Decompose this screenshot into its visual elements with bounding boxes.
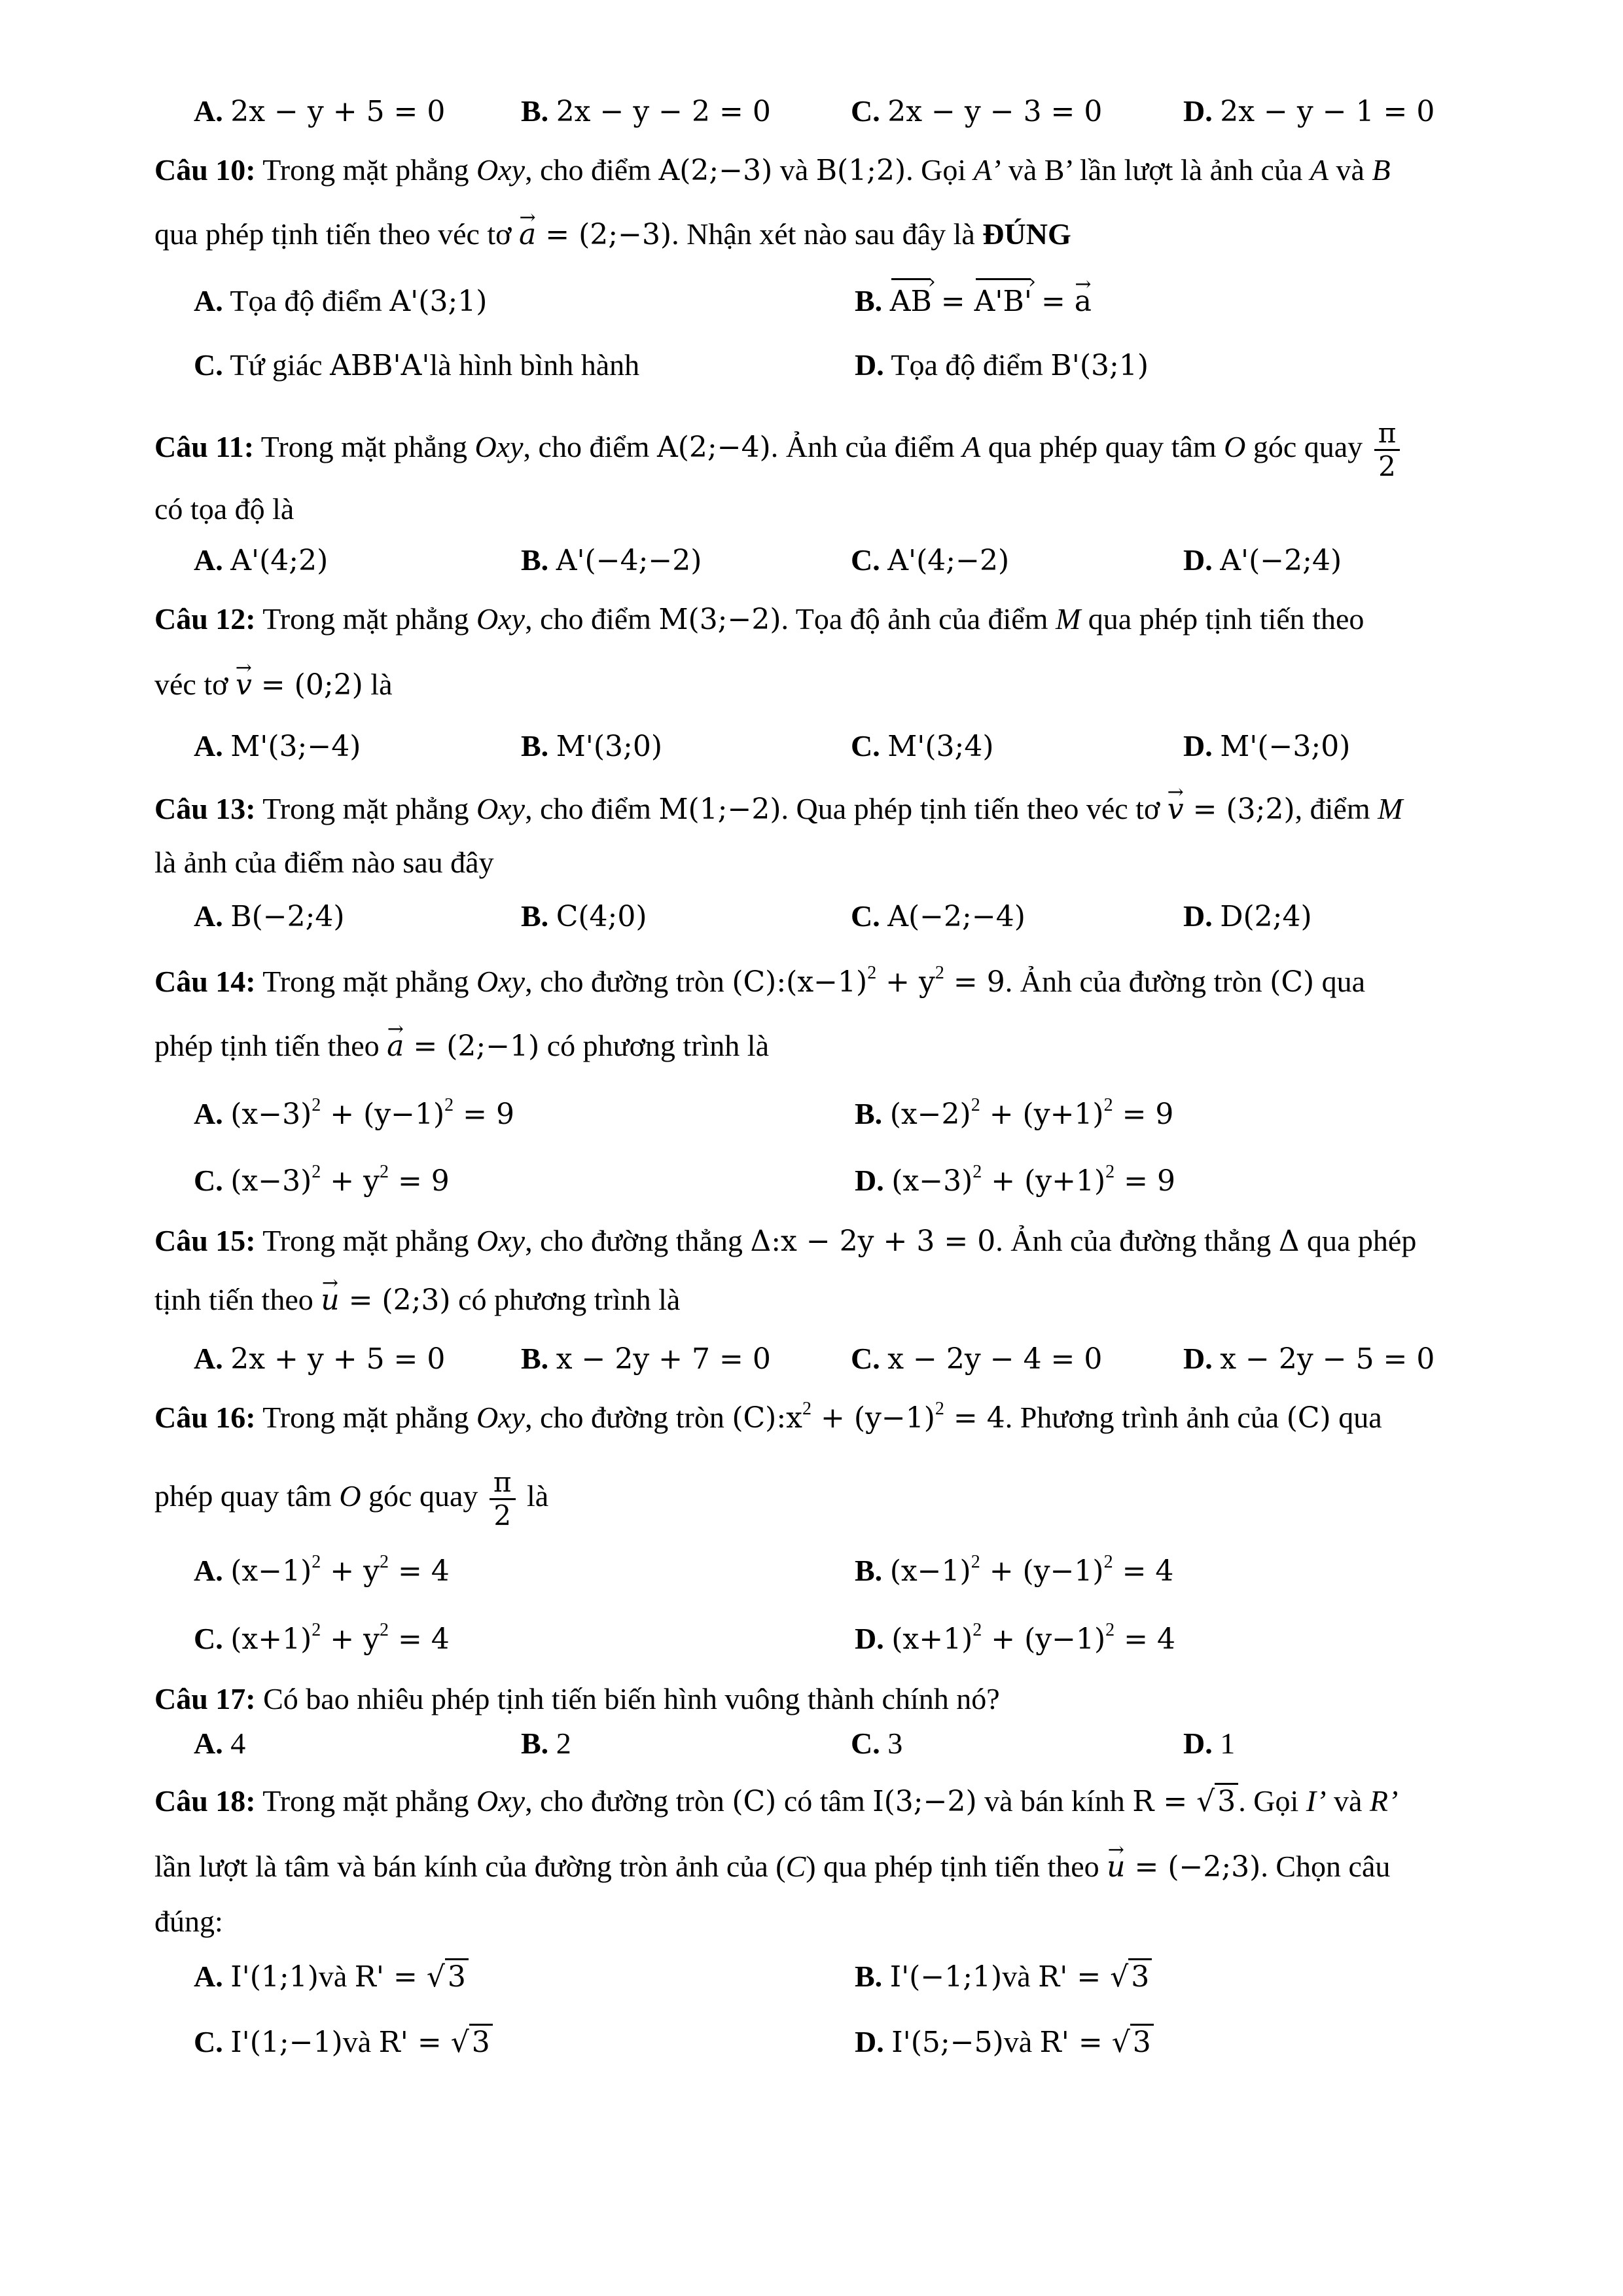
question-label: Câu 13:	[154, 792, 256, 825]
q16-option-c: C. $(x+1)^2 + y^2 = 4$	[194, 1620, 450, 1656]
q9-option-a: A. 2x − y + 5 = 0	[194, 94, 446, 128]
q10-stem-line2: qua phép tịnh tiến theo véc tơ → a = (2;−3). Nhận xét nào sau đây là ĐÚNG	[154, 215, 1071, 255]
q17-option-b: B. 2	[521, 1727, 571, 1760]
question-label: Câu 10:	[154, 153, 256, 187]
q10-stem-line1: Câu 10: Trong mặt phẳng Oxy, cho điểm A(2;−3) và B(1;2). Gọi A’ và B’ lần lượt là ảnh của A và B	[154, 153, 1391, 187]
q11-option-d: D. A'(−2;4)	[1183, 543, 1342, 577]
q13-option-c: C. A(−2;−4)	[851, 899, 1026, 933]
question-label: Câu 11:	[154, 430, 255, 464]
q15-option-a: A. 2x + y + 5 = 0	[194, 1342, 446, 1376]
q12-option-b: B. M'(3;0)	[521, 729, 662, 763]
q18-option-d: D. I'(5;−5)và R' = √3	[855, 2022, 1154, 2062]
q18-stem-line2: lần lượt là tâm và bán kính của đường tròn ảnh của (C) qua phép tịnh tiến theo → u = (−2;3). Chọn câu	[154, 1847, 1390, 1887]
q11-stem-line1: Câu 11: Trong mặt phẳng Oxy, cho điểm A(2;−4). Ảnh của điểm A qua phép quay tâm O góc quay $\frac{\pi}{2}$	[154, 418, 1404, 476]
q16-option-b: B. $(x-1)^2 + (y-1)^2 = 4$	[855, 1552, 1174, 1588]
q17-option-d: D. 1	[1183, 1727, 1236, 1760]
q16-option-a: A. $(x-1)^2 + y^2 = 4$	[194, 1552, 450, 1588]
q13-stem-line1: Câu 13: Trong mặt phẳng Oxy, cho điểm M(1;−2). Qua phép tịnh tiến theo véc tơ → v = (3;2), điểm M	[154, 789, 1402, 829]
q17-option-c: C. 3	[851, 1727, 903, 1760]
question-label: Câu 16:	[154, 1401, 256, 1434]
q13-stem-line2: là ảnh của điểm nào sau đây	[154, 846, 494, 879]
question-label: Câu 15:	[154, 1224, 256, 1257]
q18-option-b: B. I'(−1;1)và R' = √3	[855, 1957, 1152, 1997]
q10-option-a: A. Tọa độ điểm A'(3;1)	[194, 284, 488, 318]
q10-option-d: D. Tọa độ điểm B'(3;1)	[855, 348, 1149, 382]
question-label: Câu 14:	[154, 965, 256, 998]
q9-option-c: C. 2x − y − 3 = 0	[851, 94, 1103, 128]
q9-option-d: D. 2x − y − 1 = 0	[1183, 94, 1435, 128]
q13-option-d: D. D(2;4)	[1183, 899, 1312, 933]
q10-option-b: B. AB › = A'B' › = → a	[855, 281, 1092, 321]
q17-option-a: A. 4	[194, 1727, 246, 1760]
q15-option-d: D. x − 2y − 5 = 0	[1183, 1342, 1435, 1376]
q14-option-b: B. $(x-2)^2 + (y+1)^2 = 9$	[855, 1095, 1174, 1131]
q14-option-d: D. $(x-3)^2 + (y+1)^2 = 9$	[855, 1162, 1175, 1198]
q12-option-c: C. M'(3;4)	[851, 729, 994, 763]
q15-option-c: C. x − 2y − 4 = 0	[851, 1342, 1103, 1376]
q15-option-b: B. x − 2y + 7 = 0	[521, 1342, 771, 1376]
q11-option-c: C. A'(4;−2)	[851, 543, 1010, 577]
q18-option-a: A. I'(1;1)và R' = √3	[194, 1957, 469, 1997]
fraction-pi-over-2: $\frac{\pi}{2}$	[490, 1467, 516, 1532]
q15-stem-line1: Câu 15: Trong mặt phẳng Oxy, cho đường thẳng Δ:x − 2y + 3 = 0. Ảnh của đường thẳng Δ qua phép	[154, 1224, 1417, 1258]
question-label: Câu 12:	[154, 602, 256, 636]
q18-stem-line3: đúng:	[154, 1905, 223, 1938]
q12-stem-line2: véc tơ → v = (0;2) là	[154, 665, 393, 705]
q18-stem-line1: Câu 18: Trong mặt phẳng Oxy, cho đường tròn (C) có tâm I(3;−2) và bán kính R = √3. Gọi I’ và R’	[154, 1782, 1398, 1821]
q13-option-b: B. C(4;0)	[521, 899, 647, 933]
sqrt-3: √3	[1196, 1782, 1238, 1821]
q13-option-a: A. B(−2;4)	[194, 899, 345, 933]
q11-option-a: A. A'(4;2)	[194, 543, 329, 577]
q12-stem-line1: Câu 12: Trong mặt phẳng Oxy, cho điểm M(3;−2). Tọa độ ảnh của điểm M qua phép tịnh tiến theo	[154, 602, 1364, 636]
q14-stem-line1: Câu 14: Trong mặt phẳng Oxy, cho đường tròn $(C):(x-1)^2 + y^2 = 9$. Ảnh của đường tròn (C) qua	[154, 963, 1366, 999]
q17-stem: Câu 17: Có bao nhiêu phép tịnh tiến biến hình vuông thành chính nó?	[154, 1682, 1000, 1715]
q12-option-d: D. M'(−3;0)	[1183, 729, 1351, 763]
q16-option-d: D. $(x+1)^2 + (y-1)^2 = 4$	[855, 1620, 1175, 1656]
fraction-pi-over-2: $\frac{\pi}{2}$	[1374, 418, 1400, 482]
question-label: Câu 18:	[154, 1784, 256, 1818]
q12-option-a: A. M'(3;−4)	[194, 729, 361, 763]
q11-option-b: B. A'(−4;−2)	[521, 543, 702, 577]
q15-stem-line2: tịnh tiến theo → u = (2;3) có phương trình là	[154, 1280, 680, 1320]
q9-option-b: B. 2x − y − 2 = 0	[521, 94, 771, 128]
q14-stem-line2: phép tịnh tiến theo → a = (2;−1) có phương trình là	[154, 1026, 769, 1066]
q18-option-c: C. I'(1;−1)và R' = √3	[194, 2022, 493, 2062]
q14-option-a: A. $(x-3)^2 + (y-1)^2 = 9$	[194, 1095, 514, 1131]
question-label: Câu 17:	[154, 1682, 256, 1715]
q11-stem-line2: có tọa độ là	[154, 492, 294, 526]
q14-option-c: C. $(x-3)^2 + y^2 = 9$	[194, 1162, 450, 1198]
q16-stem-line1: Câu 16: Trong mặt phẳng Oxy, cho đường tròn $(C):x^2 + (y-1)^2 = 4$. Phương trình ảnh của (C) qua	[154, 1399, 1382, 1435]
q16-stem-line2: phép quay tâm O góc quay $\frac{\pi}{2}$ là	[154, 1465, 549, 1532]
q10-option-c: C. Tứ giác ABB'A'là hình bình hành	[194, 348, 640, 382]
